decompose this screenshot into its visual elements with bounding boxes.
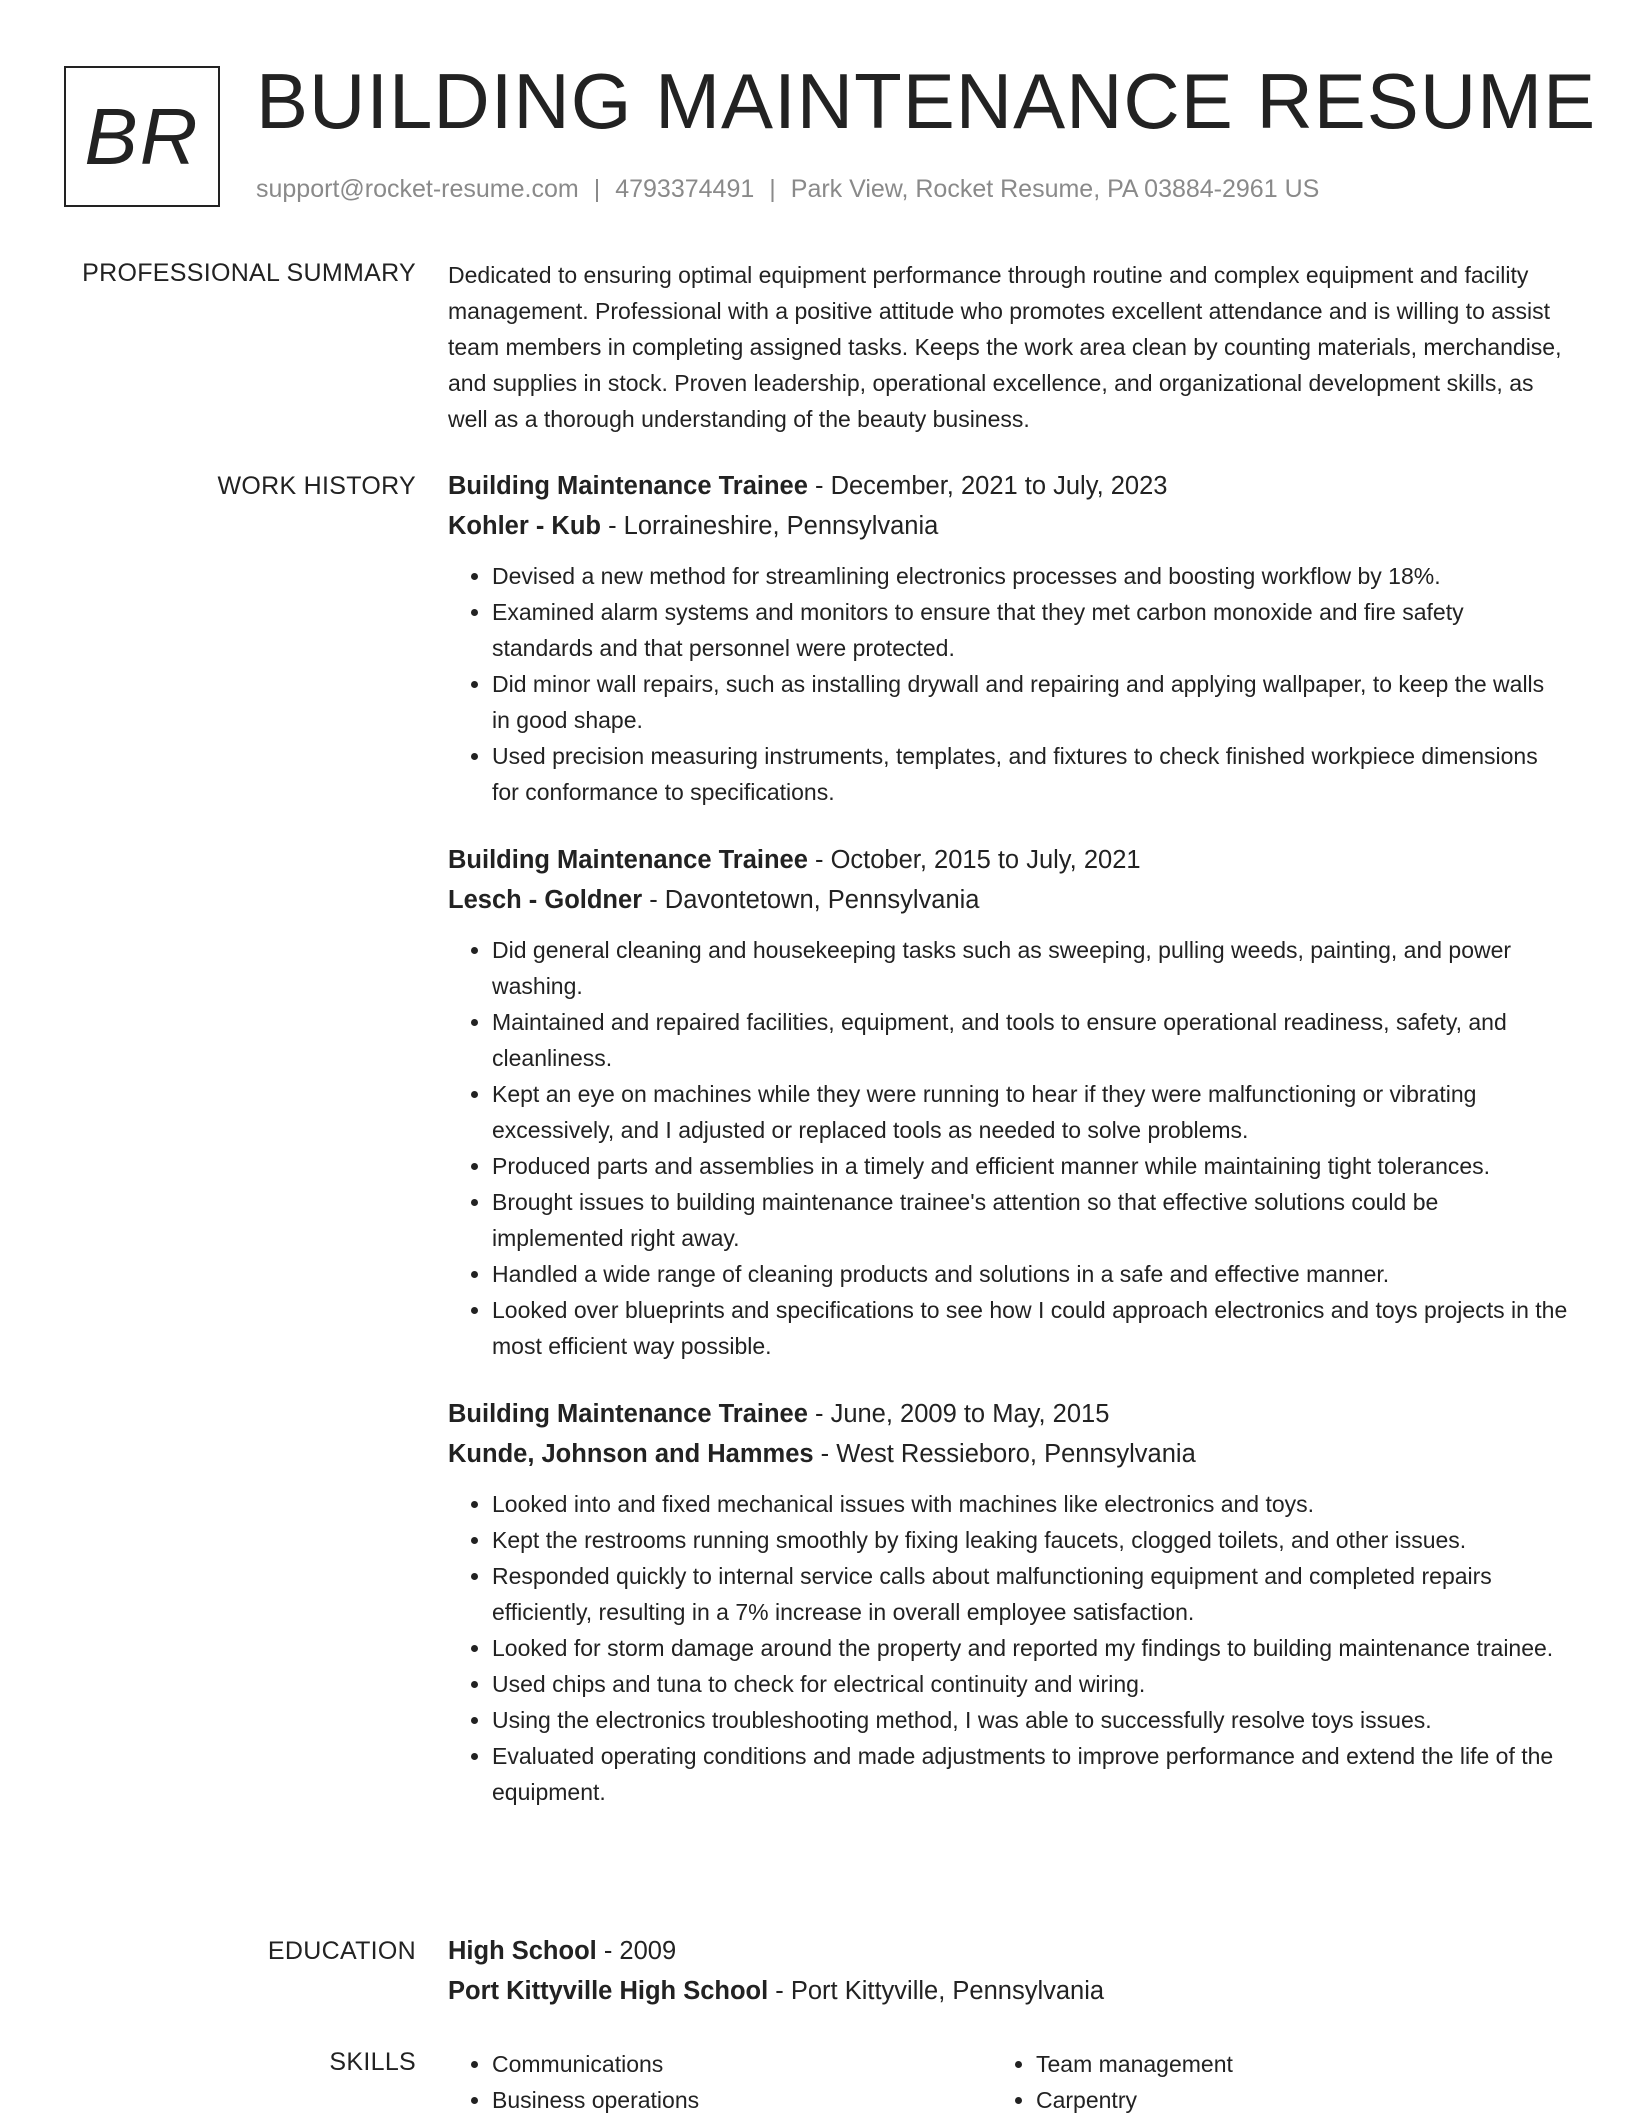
skills-column-right [992, 2046, 1536, 2118]
job-bullet: • Evaluated operating conditions and made adjustments to improve performance and extend the life of the equipment. [492, 1738, 1568, 1810]
job-company-line [448, 1434, 1568, 1474]
job-bullets [448, 932, 1568, 1364]
job-location: - Lorraineshire, Pennsylvania [601, 512, 939, 540]
job-bullet: • Looked into and fixed mechanical issues with machines like electronics and toys. [492, 1486, 1568, 1522]
job-company-line [448, 880, 1568, 920]
job-bullet: • Responded quickly to internal service calls about malfunctioning equipment and completed repairs efficiently, resulting in a 7% increase in overall employee satisfaction. [492, 1558, 1568, 1630]
monogram-logo: BR [64, 66, 220, 207]
job-bullet: • Looked over blueprints and specifications to see how I could approach electronics and toys projects in the most efficient way possible. [492, 1292, 1568, 1364]
job-title: Building Maintenance Trainee [448, 472, 808, 500]
contact-email[interactable]: support@rocket-resume.com [256, 175, 579, 203]
skill-item: • Carpentry [1036, 2082, 1536, 2118]
education-body [448, 1931, 1568, 2011]
job-company-line [448, 506, 1568, 546]
contact-separator: | [769, 175, 776, 203]
section-label-skills: SKILLS [329, 2048, 416, 2076]
contact-separator: | [593, 175, 601, 203]
job-bullets [448, 1486, 1568, 1810]
job-company: Lesch - Goldner [448, 886, 643, 914]
education-degree-line [448, 1931, 1568, 1971]
job-dates: - October, 2015 to July, 2021 [807, 846, 1141, 874]
job-entry [448, 840, 1568, 1364]
education-degree: High School [448, 1937, 597, 1965]
job-bullet: • Produced parts and assemblies in a timely and efficient manner while maintaining tight tolerances. [492, 1148, 1568, 1184]
summary-body [448, 257, 1568, 437]
skill-item: • Business operations [492, 2082, 992, 2118]
education-school-line [448, 1971, 1568, 2011]
job-company: Kohler - Kub [448, 512, 601, 540]
job-title-line [448, 840, 1568, 880]
job-bullets [448, 558, 1568, 810]
section-label-summary: PROFESSIONAL SUMMARY [82, 259, 416, 287]
job-bullet: • Did general cleaning and housekeeping tasks such as sweeping, pulling weeds, painting, and power washing. [492, 932, 1568, 1004]
contact-line [256, 175, 1319, 204]
job-bullet: • Looked for storm damage around the property and reported my findings to building maintenance trainee. [492, 1630, 1568, 1666]
section-label-education: EDUCATION [267, 1937, 416, 1965]
section-label-work-history: WORK HISTORY [217, 472, 416, 500]
contact-address: Park View, Rocket Resume, PA 03884-2961 US [790, 175, 1320, 203]
job-entry [448, 466, 1568, 810]
job-bullet: • Used chips and tuna to check for electrical continuity and wiring. [492, 1666, 1568, 1702]
job-bullet: • Kept the restrooms running smoothly by fixing leaking faucets, clogged toilets, and other issues. [492, 1522, 1568, 1558]
job-bullet: • Examined alarm systems and monitors to ensure that they met carbon monoxide and fire safety standards and that personnel were protected. [492, 594, 1568, 666]
education-year: - 2009 [596, 1937, 677, 1965]
page-title: BUILDING MAINTENANCE RESUME [256, 57, 1597, 145]
skill-item: • Team management [1036, 2046, 1536, 2082]
job-title: Building Maintenance Trainee [448, 846, 808, 874]
job-bullet: • Maintained and repaired facilities, equipment, and tools to ensure operational readiness, safety, and cleanliness. [492, 1004, 1568, 1076]
job-entry [448, 1394, 1568, 1810]
job-bullet: • Used precision measuring instruments, templates, and fixtures to check finished workpiece dimensions for conformance to specifications. [492, 738, 1568, 810]
job-title: Building Maintenance Trainee [448, 1400, 808, 1428]
job-bullet: • Did minor wall repairs, such as installing drywall and repairing and applying wallpaper, to keep the walls in good shape. [492, 666, 1568, 738]
skills-column-left [448, 2046, 992, 2118]
job-location: - Davontetown, Pennsylvania [642, 886, 980, 914]
job-dates: - June, 2009 to May, 2015 [807, 1400, 1110, 1428]
job-title-line [448, 1394, 1568, 1434]
job-bullet: • Kept an eye on machines while they were running to hear if they were malfunctioning or vibrating excessively, and I adjusted or replaced tools as needed to solve problems. [492, 1076, 1568, 1148]
job-bullet: • Devised a new method for streamlining electronics processes and boosting workflow by 18%. [492, 558, 1568, 594]
skills-grid [448, 2046, 1568, 2118]
job-bullet: • Using the electronics troubleshooting method, I was able to successfully resolve toys issues. [492, 1702, 1568, 1738]
skills-body [448, 2046, 1568, 2118]
job-company: Kunde, Johnson and Hammes [448, 1440, 814, 1468]
job-bullet: • Handled a wide range of cleaning products and solutions in a safe and effective manner. [492, 1256, 1568, 1292]
education-location: - Port Kittyville, Pennsylvania [768, 1977, 1105, 2005]
education-school: Port Kittyville High School [448, 1977, 769, 2005]
skill-item: • Communications [492, 2046, 992, 2082]
work-history-body [448, 466, 1568, 1840]
job-dates: - December, 2021 to July, 2023 [807, 472, 1168, 500]
job-location: - West Ressieboro, Pennsylvania [813, 1440, 1196, 1468]
contact-phone[interactable]: 4793374491 [615, 175, 755, 203]
job-bullet: • Brought issues to building maintenance trainee's attention so that effective solutions could be implemented right away. [492, 1184, 1568, 1256]
job-title-line [448, 466, 1568, 506]
summary-text: Dedicated to ensuring optimal equipment performance through routine and complex equipment and facility management. Professional with a positive attitude who promotes excellent attendance and is willing to assist team members in completing assigned tasks. Keeps the work area clean by counting materials, merchandise, and supplies in stock. Proven leadership, operational excellence, and organizational development skills, as well as a thorough understanding of the beauty business. [448, 262, 1562, 432]
